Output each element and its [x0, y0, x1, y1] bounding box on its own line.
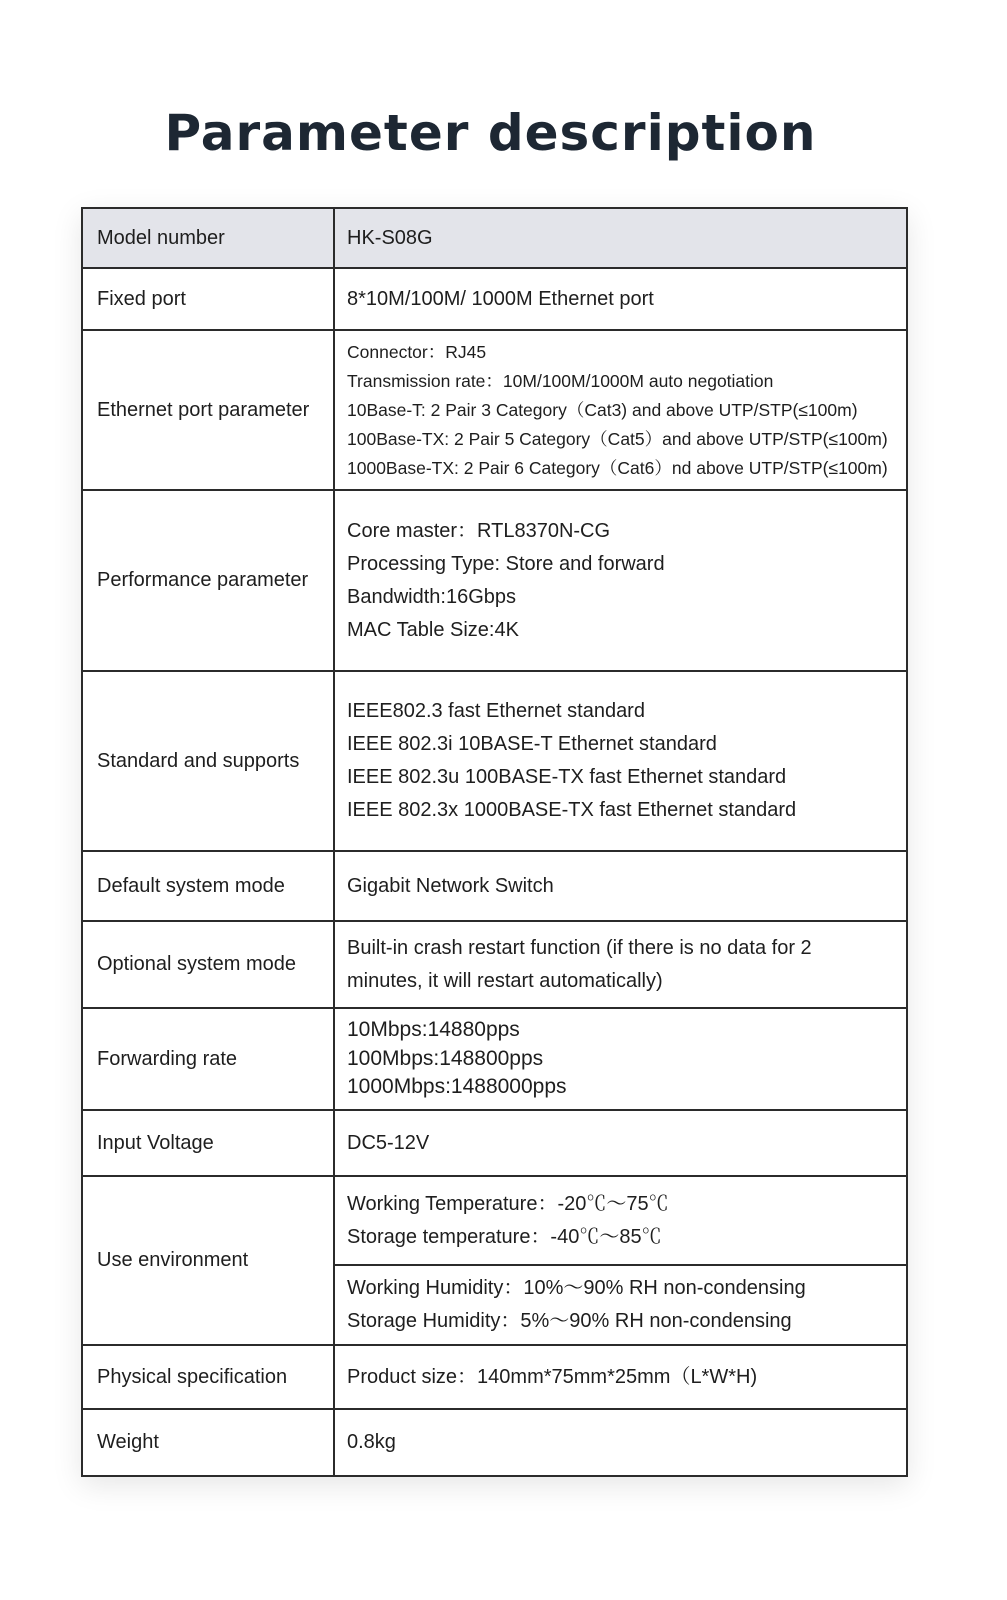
default-mode-label: Default system mode [82, 851, 334, 921]
fixed-port-label: Fixed port [82, 268, 334, 330]
ethernet-port-value [334, 330, 907, 490]
table-row [82, 921, 907, 1008]
weight-value: 0.8kg [334, 1409, 907, 1476]
table-row [82, 1110, 907, 1176]
standards-line: IEEE 802.3i 10BASE-T Ethernet standard [347, 733, 717, 755]
forwarding-rate-label: Forwarding rate [82, 1008, 334, 1110]
temperature-value [334, 1176, 907, 1265]
optional-mode-value [334, 921, 907, 1008]
ethernet-line: 1000Base-TX: 2 Pair 6 Category（Cat6）nd above UTP/STP(≤100m) [347, 457, 888, 478]
physical-spec-label: Physical specification [82, 1345, 334, 1409]
fixed-port-value: 8*10M/100M/ 1000M Ethernet port [334, 268, 907, 330]
humidity-value [334, 1265, 907, 1345]
optional-mode-line: minutes, it will restart automatically) [347, 969, 663, 992]
forwarding-line: 10Mbps:14880pps [347, 1018, 520, 1042]
optional-mode-label: Optional system mode [82, 921, 334, 1008]
input-voltage-value: DC5-12V [334, 1110, 907, 1176]
model-number-label: Model number [82, 208, 334, 268]
forwarding-line: 100Mbps:148800pps [347, 1046, 544, 1070]
ethernet-port-label: Ethernet port parameter [82, 330, 334, 490]
temperature-line: Working Temperature：-20℃～75℃ [347, 1192, 669, 1215]
performance-line: Core master：RTL8370N-CG [347, 519, 611, 542]
standards-value [334, 671, 907, 851]
temperature-line: Storage temperature：-40℃～85℃ [347, 1225, 662, 1248]
table-row [82, 490, 907, 671]
parameter-table-container [81, 207, 908, 1477]
optional-mode-line: Built-in crash restart function (if there is no data for 2 [347, 936, 812, 959]
standards-line: IEEE 802.3x 1000BASE-TX fast Ethernet standard [347, 799, 797, 821]
use-environment-label: Use environment [82, 1176, 334, 1345]
page-title: Parameter description [164, 104, 817, 162]
performance-line: MAC Table Size:4K [347, 618, 519, 641]
table-row [82, 1409, 907, 1476]
humidity-line: Working Humidity：10%～90% RH non-condensing [347, 1277, 806, 1299]
table-row [82, 671, 907, 851]
input-voltage-label: Input Voltage [82, 1110, 334, 1176]
physical-spec-value: Product size：140mm*75mm*25mm（L*W*H) [334, 1345, 907, 1409]
forwarding-line: 1000Mbps:1488000pps [347, 1075, 567, 1099]
standards-line: IEEE802.3 fast Ethernet standard [347, 700, 645, 722]
humidity-line: Storage Humidity：5%～90% RH non-condensing [347, 1310, 792, 1332]
table-row [82, 851, 907, 921]
ethernet-line: 100Base-TX: 2 Pair 5 Category（Cat5）and above UTP/STP(≤100m) [347, 428, 888, 449]
table-row [82, 1008, 907, 1110]
performance-line: Bandwidth:16Gbps [347, 585, 517, 608]
weight-label: Weight [82, 1409, 334, 1476]
table-header-row [82, 208, 907, 268]
table-row [82, 330, 907, 490]
performance-value [334, 490, 907, 671]
table-row [82, 1345, 907, 1409]
table-row [82, 268, 907, 330]
forwarding-rate-value [334, 1008, 907, 1110]
ethernet-line: 10Base-T: 2 Pair 3 Category（Cat3) and above UTP/STP(≤100m) [347, 399, 858, 420]
default-mode-value: Gigabit Network Switch [334, 851, 907, 921]
performance-label: Performance parameter [82, 490, 334, 671]
performance-line: Processing Type: Store and forward [347, 552, 665, 575]
ethernet-line: Connector：RJ45 [347, 341, 487, 362]
ethernet-line: Transmission rate：10M/100M/1000M auto negotiation [347, 370, 774, 391]
standards-label: Standard and supports [82, 671, 334, 851]
model-number-value: HK-S08G [334, 208, 907, 268]
parameter-table [81, 207, 908, 1477]
table-row [82, 1176, 907, 1265]
standards-line: IEEE 802.3u 100BASE-TX fast Ethernet standard [347, 766, 787, 788]
